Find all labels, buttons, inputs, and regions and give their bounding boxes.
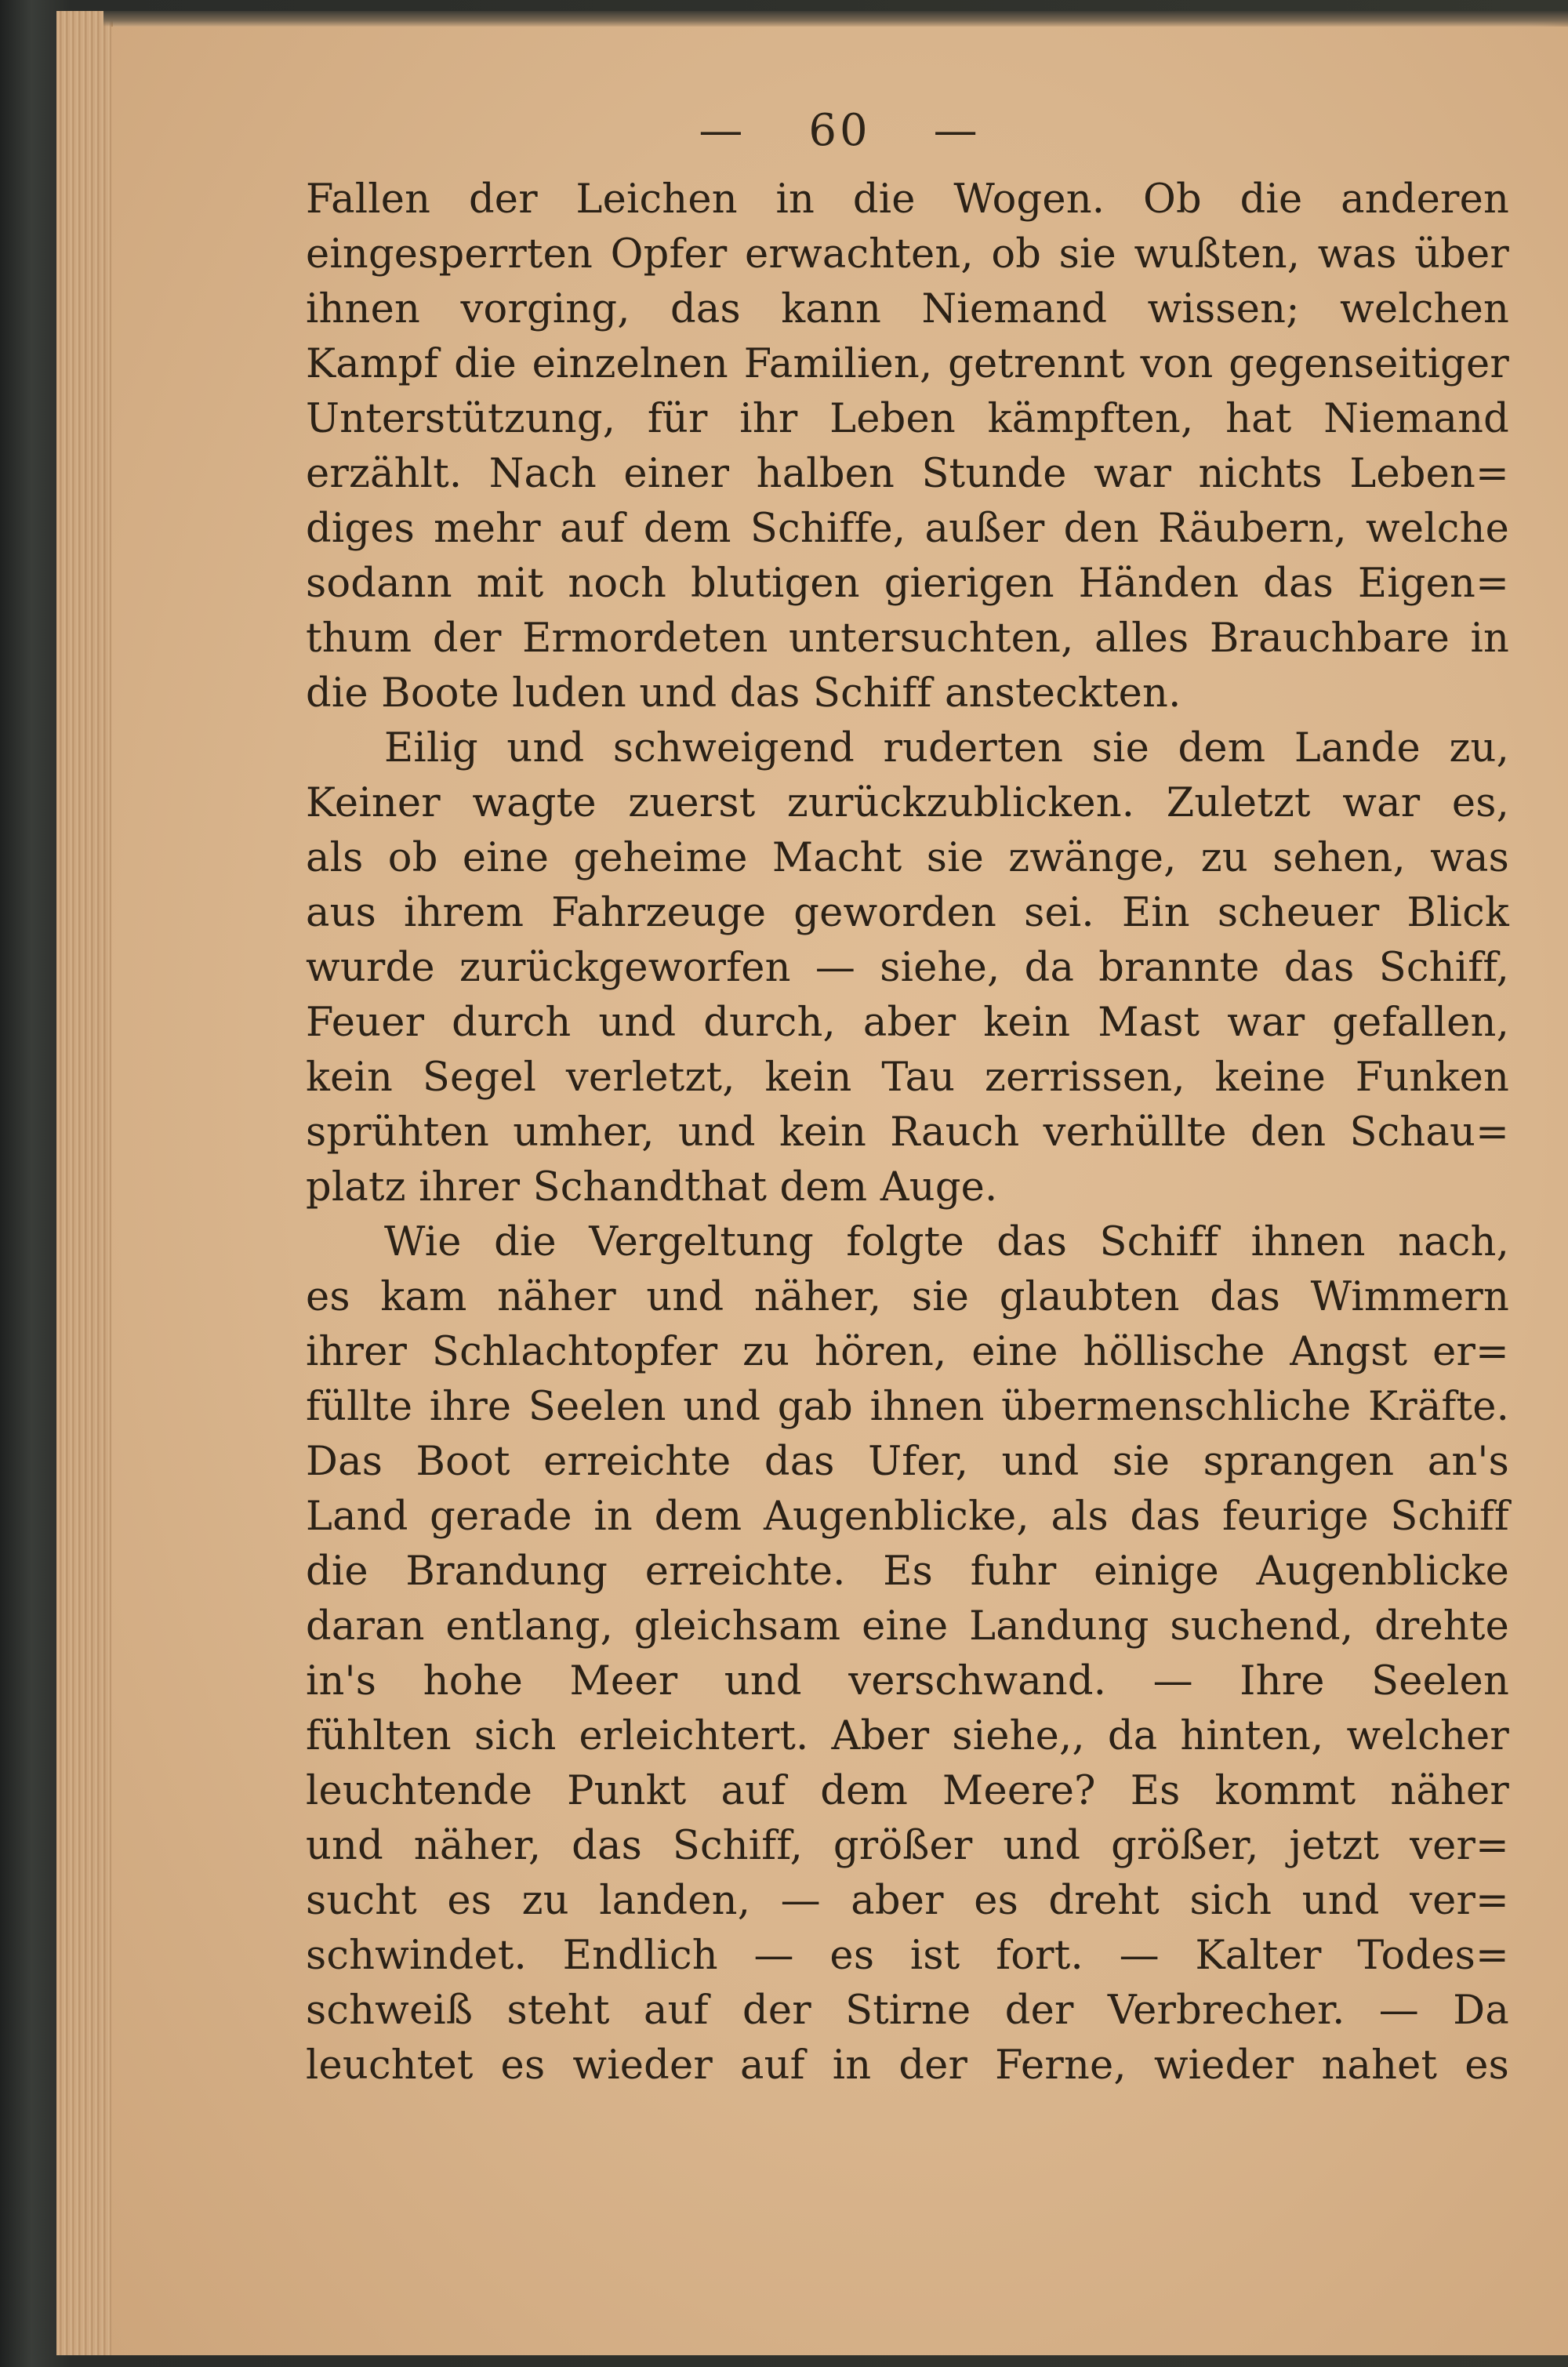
text-line: es kam näher und näher, sie glaubten das Wimmern bbox=[306, 1274, 1509, 1320]
text-line: daran entlang, gleichsam eine Landung suchend, drehte bbox=[306, 1603, 1509, 1650]
text-line: wurde zurückgeworfen — siehe, da brannte das Schiff, bbox=[306, 945, 1509, 991]
text-line: in's hohe Meer und verschwand. — Ihre Seelen bbox=[306, 1658, 1509, 1704]
text-line: Keiner wagte zuerst zurückzublicken. Zuletzt war es, bbox=[306, 780, 1509, 826]
text-line: sodann mit noch blutigen gierigen Händen das Eigen= bbox=[306, 561, 1509, 607]
text-line: sprühten umher, und kein Rauch verhüllte den Schau= bbox=[306, 1109, 1509, 1156]
text-line: und näher, das Schiff, größer und größer, jetzt ver= bbox=[306, 1823, 1509, 1869]
text-line: ihnen vorging, das kann Niemand wissen; welchen bbox=[306, 286, 1509, 332]
body-text bbox=[306, 172, 1509, 2093]
text-line: kein Segel verletzt, kein Tau zerrissen, keine Funken bbox=[306, 1055, 1509, 1101]
page-number bbox=[111, 105, 1568, 156]
text-line: füllte ihre Seelen und gab ihnen übermenschliche Kräfte. bbox=[306, 1384, 1509, 1430]
text-line: schweiß steht auf der Stirne der Verbrecher. — Da bbox=[306, 1988, 1509, 2034]
text-line: Unterstützung, für ihr Leben kämpften, hat Niemand bbox=[306, 396, 1509, 442]
page-top-shadow bbox=[103, 11, 1568, 27]
page-edges bbox=[56, 11, 113, 2355]
text-line: Wie die Vergeltung folgte das Schiff ihnen nach, bbox=[384, 1219, 1509, 1265]
text-line: Eilig und schweigend ruderten sie dem Lande zu, bbox=[384, 725, 1509, 771]
text-line: Das Boot erreichte das Ufer, und sie sprangen an's bbox=[306, 1439, 1509, 1485]
page-number-dash-right: — bbox=[933, 105, 981, 156]
text-line: die Boote luden und das Schiff ansteckten. bbox=[306, 670, 1181, 717]
text-line: fühlten sich erleichtert. Aber siehe,, da hinten, welcher bbox=[306, 1713, 1509, 1759]
text-line: erzählt. Nach einer halben Stunde war nichts Leben= bbox=[306, 451, 1509, 497]
page-number-value: 60 bbox=[808, 105, 871, 156]
page-number-dash-left: — bbox=[699, 105, 746, 156]
text-line: Feuer durch und durch, aber kein Mast war gefallen, bbox=[306, 1000, 1509, 1046]
text-line: eingesperrten Opfer erwachten, ob sie wußten, was über bbox=[306, 231, 1509, 278]
text-line: Kampf die einzelnen Familien, getrennt von gegenseitiger bbox=[306, 341, 1509, 387]
text-line: leuchtet es wieder auf in der Ferne, wieder nahet es bbox=[306, 2042, 1509, 2089]
text-line: thum der Ermordeten untersuchten, alles Brauchbare in bbox=[306, 615, 1509, 662]
text-line: Land gerade in dem Augenblicke, als das feurige Schiff bbox=[306, 1494, 1509, 1540]
text-line: aus ihrem Fahrzeuge geworden sei. Ein scheuer Blick bbox=[306, 890, 1509, 936]
text-line: Fallen der Leichen in die Wogen. Ob die anderen bbox=[306, 176, 1509, 223]
text-line: platz ihrer Schandthat dem Auge. bbox=[306, 1164, 998, 1211]
text-line: diges mehr auf dem Schiffe, außer den Räubern, welche bbox=[306, 506, 1509, 552]
text-line: sucht es zu landen, — aber es dreht sich und ver= bbox=[306, 1878, 1509, 1924]
text-line: die Brandung erreichte. Es fuhr einige Augenblicke bbox=[306, 1548, 1509, 1595]
text-line: schwindet. Endlich — es ist fort. — Kalter Todes= bbox=[306, 1933, 1509, 1979]
text-line: leuchtende Punkt auf dem Meere? Es kommt näher bbox=[306, 1768, 1509, 1814]
text-line: als ob eine geheime Macht sie zwänge, zu sehen, was bbox=[306, 835, 1509, 881]
text-line: ihrer Schlachtopfer zu hören, eine höllische Angst er= bbox=[306, 1329, 1509, 1375]
